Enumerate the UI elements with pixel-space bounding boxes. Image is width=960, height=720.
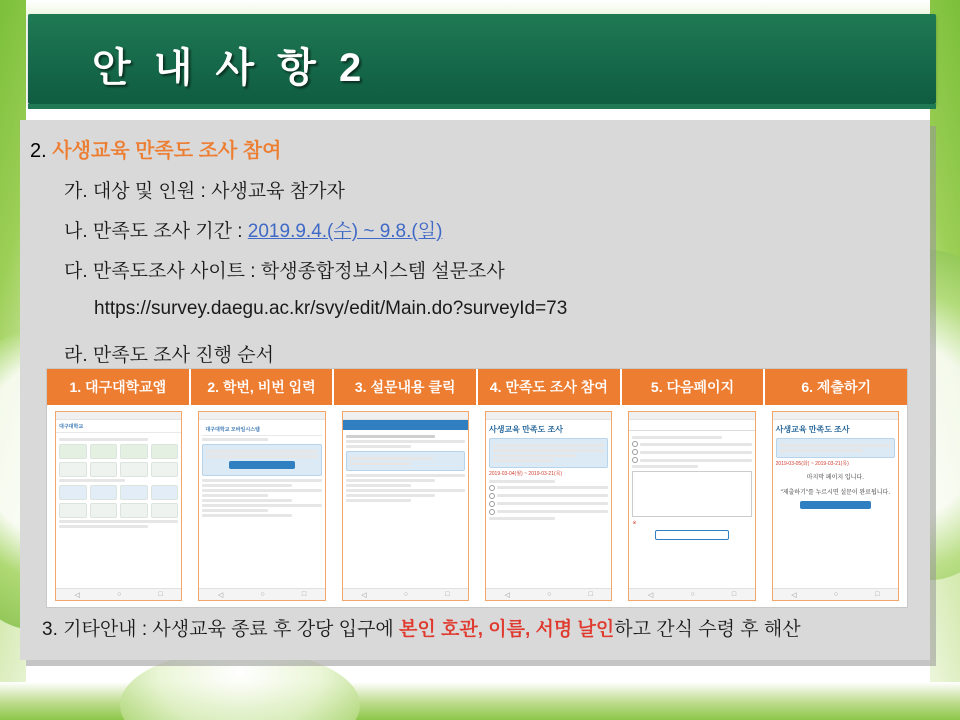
answer-option[interactable] <box>632 441 751 447</box>
app-tile <box>151 462 179 477</box>
submit-button[interactable] <box>800 501 872 509</box>
list-item-ga <box>64 176 345 203</box>
phone-nav-bar <box>199 588 324 600</box>
list-item-da-text: 만족도조사 사이트 : 학생종합정보시스템 설문조사 <box>92 261 505 282</box>
back-icon: ◁ <box>647 591 654 599</box>
radio-icon <box>632 441 638 447</box>
placeholder-line <box>202 479 321 482</box>
phone-status-bar <box>56 412 181 420</box>
phone-nav-bar <box>629 588 754 600</box>
step-header-3: 3. 설문내용 클릭 <box>334 369 478 405</box>
radio-icon <box>632 457 638 463</box>
list-row[interactable] <box>346 494 435 497</box>
decorative-swirl-bottom <box>120 650 360 720</box>
back-icon: ◁ <box>217 591 224 599</box>
placeholder-line <box>489 480 555 483</box>
list-item-ra <box>64 340 274 367</box>
free-text-input[interactable] <box>632 471 751 517</box>
list-item-na-label: 나. <box>64 221 88 242</box>
content-card <box>20 120 930 660</box>
id-field[interactable] <box>206 450 317 453</box>
placeholder-line <box>202 484 291 487</box>
placeholder-line <box>493 444 604 447</box>
app-tile <box>120 462 148 477</box>
app-tile <box>90 503 118 518</box>
phone-body-3 <box>343 430 468 507</box>
app-tile <box>90 462 118 477</box>
answer-option-label <box>497 510 608 513</box>
list-row[interactable] <box>346 499 412 502</box>
phone-nav-bar <box>56 588 181 600</box>
step-cell-1 <box>47 405 190 607</box>
placeholder-line <box>493 459 554 462</box>
home-icon: ○ <box>833 591 838 598</box>
app-tile <box>59 444 87 459</box>
phone-body-2 <box>199 420 324 522</box>
app-grid-secondary <box>59 485 178 518</box>
back-icon: ◁ <box>791 591 797 599</box>
app-header-bar-5 <box>629 420 754 431</box>
page-title: 안 내 사 항 2 <box>92 46 368 90</box>
step-header-2: 2. 학번, 비번 입력 <box>191 369 335 405</box>
step-header-1: 1. 대구대학교앱 <box>47 369 191 405</box>
step-header-5: 5. 다음페이지 <box>622 369 766 405</box>
phone-screenshot-6 <box>772 411 899 601</box>
survey-item-title <box>350 457 433 460</box>
home-icon: ○ <box>690 591 695 598</box>
placeholder-line <box>59 525 148 528</box>
radio-icon <box>489 501 495 507</box>
phone-body-6 <box>773 420 898 515</box>
recents-icon: □ <box>445 591 450 598</box>
list-row[interactable] <box>346 440 465 443</box>
placeholder-line <box>493 454 576 457</box>
survey-title-4: 사생교육 만족도 조사 <box>488 425 563 434</box>
home-icon: ○ <box>547 591 552 598</box>
footer-prefix: 3. 기타안내 : 사생교육 종료 후 강당 입구에 <box>42 619 400 640</box>
phone-nav-bar <box>773 588 898 600</box>
survey-description <box>489 438 608 468</box>
app-tile <box>90 485 118 500</box>
radio-icon <box>489 485 495 491</box>
step-cell-4 <box>477 405 620 607</box>
back-icon: ◁ <box>74 591 80 599</box>
login-button[interactable] <box>229 461 296 469</box>
answer-option-label <box>640 459 751 462</box>
list-item-ra-text: 만족도 조사 진행 순서 <box>92 345 274 366</box>
survey-url[interactable]: https://survey.daegu.ac.kr/svy/edit/Main.do?surveyId=73 <box>94 298 568 319</box>
app-tile <box>59 503 87 518</box>
phone-screenshot-2 <box>198 411 325 601</box>
step-cell-5 <box>620 405 763 607</box>
placeholder-line <box>202 494 268 497</box>
survey-title-6: 사생교육 만족도 조사 <box>775 425 850 434</box>
app-tile <box>151 485 179 500</box>
radio-icon <box>489 493 495 499</box>
phone-screenshot-5 <box>628 411 755 601</box>
radio-icon <box>632 449 638 455</box>
placeholder-line <box>59 520 178 523</box>
survey-item-card[interactable] <box>346 451 465 471</box>
list-row[interactable] <box>346 435 435 438</box>
phone-nav-bar <box>343 588 468 600</box>
recents-icon: □ <box>875 591 880 598</box>
answer-option-label <box>497 486 608 489</box>
phone-status-bar <box>343 412 468 420</box>
footer-highlight: 본인 호관, 이름, 서명 날인 <box>399 619 615 640</box>
login-form[interactable] <box>202 444 321 476</box>
title-underline <box>28 104 936 109</box>
placeholder-line <box>489 517 555 520</box>
phone-screenshot-3 <box>342 411 469 601</box>
answer-option-label <box>640 443 751 446</box>
list-row[interactable] <box>346 484 412 487</box>
phone-status-bar <box>773 412 898 420</box>
back-icon: ◁ <box>361 591 367 599</box>
phone-status-bar <box>629 412 754 420</box>
recents-icon: □ <box>301 591 307 598</box>
app-tile <box>151 444 179 459</box>
app-grid <box>59 444 178 477</box>
app-tile <box>59 485 87 500</box>
list-item-na-text: 만족도 조사 기간 : <box>92 221 248 242</box>
back-icon: ◁ <box>504 591 510 599</box>
step-header-6: 6. 제출하기 <box>801 379 872 395</box>
placeholder-line <box>202 504 321 507</box>
steps-table <box>46 368 908 608</box>
survey-item-date <box>350 462 411 465</box>
answer-option[interactable] <box>632 449 751 455</box>
recents-icon: □ <box>588 591 593 598</box>
answer-option[interactable] <box>632 457 751 463</box>
survey-period-link[interactable]: 2019.9.4.(수) ~ 9.8.(일) <box>247 221 443 242</box>
placeholder-line <box>202 438 268 441</box>
recents-icon: □ <box>158 591 163 598</box>
password-field[interactable] <box>206 455 317 458</box>
survey-description <box>776 438 895 458</box>
list-item-na <box>64 216 442 243</box>
placeholder-line <box>780 449 863 452</box>
step-cell-2 <box>190 405 333 607</box>
placeholder-line <box>202 509 268 512</box>
phone-body-5 <box>629 431 754 546</box>
step-cell-6 <box>764 405 907 607</box>
placeholder-line <box>780 444 891 447</box>
footer-suffix: 하고 간식 수령 후 해산 <box>614 619 801 640</box>
last-page-note: 마지막 페이지 입니다. <box>806 474 864 481</box>
list-item-ga-text: 대상 및 인원 : 사생교육 참가자 <box>92 181 345 202</box>
app-tile <box>59 462 87 477</box>
list-row[interactable] <box>346 474 465 477</box>
placeholder-line <box>202 489 321 492</box>
app-tile <box>151 503 179 518</box>
placeholder-line <box>59 479 125 482</box>
list-row[interactable] <box>346 489 465 492</box>
app-tile <box>120 485 148 500</box>
submit-instruction-note: "제출하기"를 누르시면 설문이 완료됩니다. <box>780 489 891 496</box>
section-heading <box>30 134 281 163</box>
step-cell-3 <box>334 405 477 607</box>
recents-icon: □ <box>731 591 737 598</box>
steps-header-row <box>47 369 907 405</box>
placeholder-line <box>202 499 291 502</box>
list-item-da-label: 다. <box>64 261 88 282</box>
list-item-da <box>64 256 505 283</box>
app-title-2: 대구대학교 모바일시스템 <box>202 423 321 436</box>
section-number: 2. <box>30 140 47 162</box>
app-title-1: 대구대학교 <box>56 420 181 433</box>
phone-screenshot-1 <box>55 411 182 601</box>
phone-status-bar <box>199 412 324 420</box>
steps-screenshot-row <box>47 405 907 607</box>
phone-nav-bar <box>486 588 611 600</box>
question-text <box>632 465 698 468</box>
list-row[interactable] <box>346 445 412 448</box>
app-tile <box>120 444 148 459</box>
survey-period-4: 2019-03-04(월) ~ 2019-03-21(목) <box>488 471 563 477</box>
app-tile <box>90 444 118 459</box>
answer-option[interactable] <box>489 509 608 515</box>
answer-option[interactable] <box>489 501 608 507</box>
phone-body-4 <box>486 420 611 525</box>
answer-option-label <box>497 494 608 497</box>
home-icon: ○ <box>403 591 409 598</box>
placeholder-line <box>59 438 148 441</box>
phone-screenshot-4 <box>485 411 612 601</box>
step-header-4: 4. 만족도 조사 참여 <box>478 369 622 405</box>
footer-note <box>42 614 908 641</box>
list-item-ra-label: 라. <box>64 345 88 366</box>
home-icon: ○ <box>117 591 122 598</box>
phone-body-1 <box>56 433 181 533</box>
list-row[interactable] <box>346 479 435 482</box>
question-text <box>632 436 721 439</box>
home-icon: ○ <box>260 591 265 598</box>
answer-option-label <box>497 502 608 505</box>
next-page-button[interactable] <box>655 530 729 540</box>
section-heading-text: 사생교육 만족도 조사 참여 <box>52 140 282 162</box>
app-tile <box>120 503 148 518</box>
answer-option-label <box>640 451 751 454</box>
submit-warning-note: ※ <box>632 520 637 526</box>
answer-option[interactable] <box>489 485 608 491</box>
app-header-bar-3 <box>343 420 468 430</box>
placeholder-line <box>493 449 604 452</box>
phone-status-bar <box>486 412 611 420</box>
list-item-ga-label: 가. <box>64 181 88 202</box>
radio-icon <box>489 509 495 515</box>
survey-period-6: 2019-03-05(화) ~ 2019-03-21(목) <box>775 461 849 467</box>
answer-option[interactable] <box>489 493 608 499</box>
placeholder-line <box>202 514 291 517</box>
